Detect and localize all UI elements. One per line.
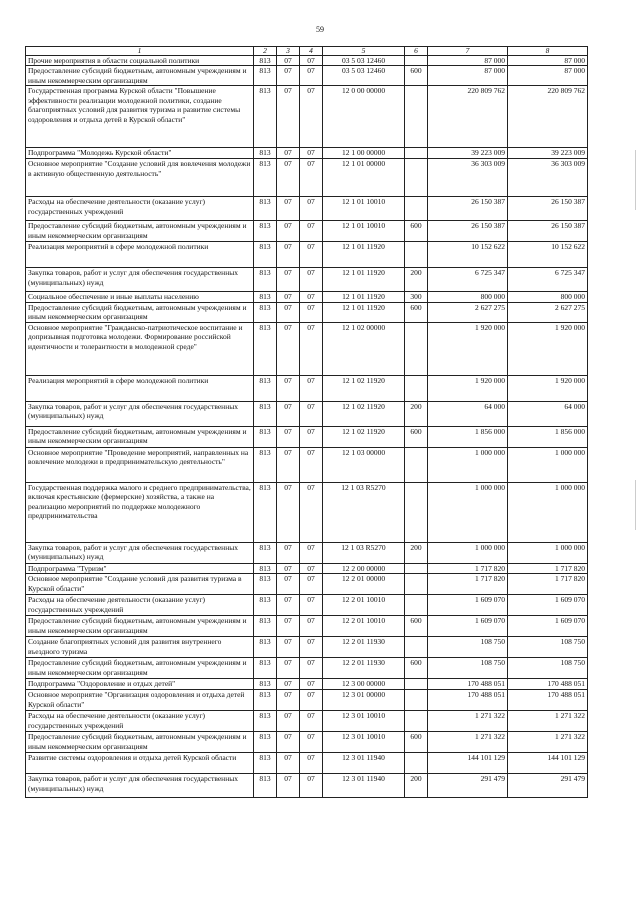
subsection-cell: 07	[300, 595, 323, 616]
subsection-cell: 07	[300, 292, 323, 302]
grbs-cell: 813	[254, 86, 277, 148]
target-article-cell: 12 3 01 11940	[323, 753, 405, 774]
grbs-cell: 813	[254, 66, 277, 86]
amount-year1-cell: 220 809 762	[428, 86, 508, 148]
section-cell: 07	[277, 268, 300, 292]
target-article-cell: 12 3 00 00000	[323, 679, 405, 690]
subsection-cell: 07	[300, 774, 323, 798]
table-row	[26, 148, 588, 159]
section-cell: 07	[277, 401, 300, 426]
row-name-cell: Прочие мероприятия в области социальной политики	[26, 56, 254, 66]
amount-year2-cell: 108 750	[508, 658, 588, 679]
grbs-cell: 813	[254, 426, 277, 447]
grbs-cell: 813	[254, 679, 277, 690]
amount-year2-cell: 1 271 322	[508, 711, 588, 732]
table-row	[26, 637, 588, 658]
table-row	[26, 616, 588, 637]
expense-type-cell	[405, 375, 428, 401]
column-header: 7	[428, 47, 508, 56]
row-name-cell: Предоставление субсидий бюджетным, автономным учреждениям и иным некоммерческим организациям	[26, 302, 254, 322]
table-row	[26, 66, 588, 86]
subsection-cell: 07	[300, 637, 323, 658]
row-name-cell: Предоставление субсидий бюджетным, автономным учреждениям и иным некоммерческим организациям	[26, 66, 254, 86]
target-article-cell: 12 1 02 00000	[323, 322, 405, 375]
expense-type-cell: 600	[405, 221, 428, 242]
expense-type-cell	[405, 159, 428, 197]
grbs-cell: 813	[254, 375, 277, 401]
section-cell: 07	[277, 542, 300, 563]
table-row	[26, 563, 588, 573]
amount-year2-cell: 26 150 387	[508, 221, 588, 242]
table-row	[26, 732, 588, 753]
target-article-cell: 12 2 00 00000	[323, 563, 405, 573]
grbs-cell: 813	[254, 268, 277, 292]
grbs-cell: 813	[254, 322, 277, 375]
amount-year2-cell: 2 627 275	[508, 302, 588, 322]
section-cell: 07	[277, 595, 300, 616]
amount-year1-cell: 26 150 387	[428, 197, 508, 221]
amount-year1-cell: 170 488 051	[428, 690, 508, 711]
expense-type-cell	[405, 753, 428, 774]
subsection-cell: 07	[300, 574, 323, 595]
column-header: 3	[277, 47, 300, 56]
grbs-cell: 813	[254, 56, 277, 66]
section-cell: 07	[277, 148, 300, 159]
grbs-cell: 813	[254, 616, 277, 637]
section-cell: 07	[277, 197, 300, 221]
expense-type-cell	[405, 690, 428, 711]
grbs-cell: 813	[254, 159, 277, 197]
row-name-cell: Предоставление субсидий бюджетным, автономным учреждениям и иным некоммерческим организациям	[26, 616, 254, 637]
row-name-cell: Предоставление субсидий бюджетным, автономным учреждениям и иным некоммерческим организациям	[26, 221, 254, 242]
amount-year2-cell: 1 609 070	[508, 595, 588, 616]
grbs-cell: 813	[254, 242, 277, 268]
section-cell: 07	[277, 679, 300, 690]
amount-year2-cell: 10 152 622	[508, 242, 588, 268]
amount-year1-cell: 36 303 009	[428, 159, 508, 197]
amount-year2-cell: 39 223 009	[508, 148, 588, 159]
target-article-cell: 12 3 01 10010	[323, 732, 405, 753]
amount-year2-cell: 26 150 387	[508, 197, 588, 221]
row-name-cell: Социальное обеспечение и иные выплаты населению	[26, 292, 254, 302]
section-cell: 07	[277, 690, 300, 711]
amount-year1-cell: 108 750	[428, 658, 508, 679]
section-cell: 07	[277, 447, 300, 482]
subsection-cell: 07	[300, 197, 323, 221]
amount-year1-cell: 1 000 000	[428, 542, 508, 563]
row-name-cell: Закупка товаров, работ и услуг для обеспечения государственных (муниципальных) нужд	[26, 774, 254, 798]
grbs-cell: 813	[254, 711, 277, 732]
row-name-cell: Реализация мероприятий в сфере молодежной политики	[26, 375, 254, 401]
column-header: 5	[323, 47, 405, 56]
expense-type-cell: 200	[405, 401, 428, 426]
section-cell: 07	[277, 66, 300, 86]
section-cell: 07	[277, 56, 300, 66]
grbs-cell: 813	[254, 482, 277, 542]
expense-type-cell: 600	[405, 302, 428, 322]
amount-year1-cell: 800 000	[428, 292, 508, 302]
grbs-cell: 813	[254, 447, 277, 482]
row-name-cell: Подпрограмма "Молодежь Курской области"	[26, 148, 254, 159]
amount-year1-cell: 1 271 322	[428, 732, 508, 753]
target-article-cell: 03 5 03 12460	[323, 66, 405, 86]
row-name-cell: Предоставление субсидий бюджетным, автономным учреждениям и иным некоммерческим организациям	[26, 732, 254, 753]
subsection-cell: 07	[300, 375, 323, 401]
amount-year1-cell: 1 717 820	[428, 574, 508, 595]
row-name-cell: Закупка товаров, работ и услуг для обеспечения государственных (муниципальных) нужд	[26, 401, 254, 426]
grbs-cell: 813	[254, 292, 277, 302]
column-header: 8	[508, 47, 588, 56]
table-row	[26, 242, 588, 268]
section-cell: 07	[277, 482, 300, 542]
amount-year2-cell: 1 609 070	[508, 616, 588, 637]
target-article-cell: 12 2 01 00000	[323, 574, 405, 595]
grbs-cell: 813	[254, 753, 277, 774]
expense-type-cell: 600	[405, 66, 428, 86]
page-number: 59	[316, 25, 324, 34]
grbs-cell: 813	[254, 732, 277, 753]
row-name-cell: Подпрограмма "Оздоровление и отдых детей"	[26, 679, 254, 690]
table-row	[26, 753, 588, 774]
scan-edge-mark	[635, 150, 636, 210]
expense-type-cell	[405, 574, 428, 595]
target-article-cell: 12 1 01 11920	[323, 292, 405, 302]
row-name-cell: Создание благоприятных условий для развития внутреннего въездного туризма	[26, 637, 254, 658]
section-cell: 07	[277, 302, 300, 322]
expense-type-cell: 200	[405, 542, 428, 563]
table-row	[26, 375, 588, 401]
expense-type-cell: 600	[405, 426, 428, 447]
table-body	[26, 56, 588, 798]
row-name-cell: Государственная поддержка малого и среднего предпринимательства, включая крестьянские (фермерские) хозяйства, а также на реализацию мероприятий по поддержке молодежного предпринимательства	[26, 482, 254, 542]
amount-year1-cell: 1 856 000	[428, 426, 508, 447]
subsection-cell: 07	[300, 690, 323, 711]
amount-year1-cell: 1 920 000	[428, 322, 508, 375]
table-row	[26, 322, 588, 375]
amount-year2-cell: 1 856 000	[508, 426, 588, 447]
amount-year1-cell: 170 488 051	[428, 679, 508, 690]
row-name-cell: Основное мероприятие "Проведение мероприятий, направленных на вовлечение молодежи в предпринимательскую деятельность"	[26, 447, 254, 482]
target-article-cell: 12 1 00 00000	[323, 148, 405, 159]
table-row	[26, 302, 588, 322]
subsection-cell: 07	[300, 148, 323, 159]
amount-year1-cell: 1 609 070	[428, 616, 508, 637]
amount-year2-cell: 1 717 820	[508, 574, 588, 595]
column-header: 1	[26, 47, 254, 56]
amount-year2-cell: 1 920 000	[508, 375, 588, 401]
target-article-cell: 12 1 01 11920	[323, 242, 405, 268]
amount-year1-cell: 1 717 820	[428, 563, 508, 573]
subsection-cell: 07	[300, 302, 323, 322]
amount-year2-cell: 170 488 051	[508, 679, 588, 690]
subsection-cell: 07	[300, 66, 323, 86]
subsection-cell: 07	[300, 447, 323, 482]
target-article-cell: 12 1 01 11920	[323, 302, 405, 322]
grbs-cell: 813	[254, 148, 277, 159]
row-name-cell: Закупка товаров, работ и услуг для обеспечения государственных (муниципальных) нужд	[26, 542, 254, 563]
amount-year1-cell: 39 223 009	[428, 148, 508, 159]
grbs-cell: 813	[254, 563, 277, 573]
amount-year1-cell: 108 750	[428, 637, 508, 658]
target-article-cell: 12 1 03 00000	[323, 447, 405, 482]
subsection-cell: 07	[300, 56, 323, 66]
amount-year2-cell: 1 000 000	[508, 542, 588, 563]
amount-year2-cell: 87 000	[508, 56, 588, 66]
header-row	[26, 47, 588, 56]
table-row	[26, 658, 588, 679]
amount-year1-cell: 6 725 347	[428, 268, 508, 292]
amount-year2-cell: 108 750	[508, 637, 588, 658]
table-row	[26, 711, 588, 732]
subsection-cell: 07	[300, 679, 323, 690]
target-article-cell: 12 2 01 11930	[323, 658, 405, 679]
row-name-cell: Расходы на обеспечение деятельности (оказание услуг) государственных учреждений	[26, 711, 254, 732]
target-article-cell: 12 1 02 11920	[323, 426, 405, 447]
amount-year2-cell: 291 479	[508, 774, 588, 798]
amount-year2-cell: 800 000	[508, 292, 588, 302]
grbs-cell: 813	[254, 542, 277, 563]
table-row	[26, 56, 588, 66]
table-row	[26, 292, 588, 302]
row-name-cell: Основное мероприятие "Создание условий для развития туризма в Курской области"	[26, 574, 254, 595]
subsection-cell: 07	[300, 711, 323, 732]
expense-type-cell	[405, 197, 428, 221]
amount-year2-cell: 170 488 051	[508, 690, 588, 711]
row-name-cell: Государственная программа Курской области "Повышение эффективности реализации молодежной политики, создание благоприятных условий для развития туризма и развитие системы оздоровления и отдыха детей в Курской области"	[26, 86, 254, 148]
expense-type-cell	[405, 711, 428, 732]
expense-type-cell	[405, 482, 428, 542]
table-row	[26, 542, 588, 563]
section-cell: 07	[277, 242, 300, 268]
row-name-cell: Предоставление субсидий бюджетным, автономным учреждениям и иным некоммерческим организациям	[26, 658, 254, 679]
expense-type-cell	[405, 563, 428, 573]
section-cell: 07	[277, 86, 300, 148]
section-cell: 07	[277, 658, 300, 679]
section-cell: 07	[277, 616, 300, 637]
target-article-cell: 12 0 00 00000	[323, 86, 405, 148]
table-row	[26, 574, 588, 595]
subsection-cell: 07	[300, 268, 323, 292]
subsection-cell: 07	[300, 563, 323, 573]
amount-year2-cell: 64 000	[508, 401, 588, 426]
amount-year2-cell: 1 271 322	[508, 732, 588, 753]
amount-year2-cell: 1 000 000	[508, 447, 588, 482]
amount-year2-cell: 144 101 129	[508, 753, 588, 774]
column-header: 6	[405, 47, 428, 56]
grbs-cell: 813	[254, 401, 277, 426]
subsection-cell: 07	[300, 242, 323, 268]
table-row	[26, 774, 588, 798]
target-article-cell: 12 1 01 11920	[323, 268, 405, 292]
amount-year1-cell: 26 150 387	[428, 221, 508, 242]
amount-year1-cell: 10 152 622	[428, 242, 508, 268]
section-cell: 07	[277, 753, 300, 774]
subsection-cell: 07	[300, 322, 323, 375]
row-name-cell: Основное мероприятие "Создание условий для вовлечения молодежи в активную общественную деятельность"	[26, 159, 254, 197]
amount-year2-cell: 87 000	[508, 66, 588, 86]
subsection-cell: 07	[300, 159, 323, 197]
grbs-cell: 813	[254, 637, 277, 658]
expense-type-cell	[405, 148, 428, 159]
grbs-cell: 813	[254, 574, 277, 595]
target-article-cell: 12 2 01 10010	[323, 595, 405, 616]
section-cell: 07	[277, 375, 300, 401]
section-cell: 07	[277, 637, 300, 658]
expense-type-cell	[405, 679, 428, 690]
expense-type-cell: 600	[405, 658, 428, 679]
expense-type-cell	[405, 595, 428, 616]
target-article-cell: 12 3 01 00000	[323, 690, 405, 711]
grbs-cell: 813	[254, 658, 277, 679]
grbs-cell: 813	[254, 197, 277, 221]
amount-year1-cell: 144 101 129	[428, 753, 508, 774]
amount-year1-cell: 2 627 275	[428, 302, 508, 322]
section-cell: 07	[277, 221, 300, 242]
section-cell: 07	[277, 732, 300, 753]
table-row	[26, 268, 588, 292]
amount-year1-cell: 291 479	[428, 774, 508, 798]
section-cell: 07	[277, 774, 300, 798]
subsection-cell: 07	[300, 542, 323, 563]
amount-year1-cell: 1 000 000	[428, 482, 508, 542]
grbs-cell: 813	[254, 690, 277, 711]
scan-edge-mark	[635, 480, 636, 530]
expense-type-cell	[405, 56, 428, 66]
subsection-cell: 07	[300, 753, 323, 774]
target-article-cell: 03 5 03 12460	[323, 56, 405, 66]
amount-year1-cell: 64 000	[428, 401, 508, 426]
amount-year2-cell: 1 000 000	[508, 482, 588, 542]
column-header: 2	[254, 47, 277, 56]
target-article-cell: 12 1 03 R5270	[323, 542, 405, 563]
target-article-cell: 12 3 01 11940	[323, 774, 405, 798]
expense-type-cell	[405, 447, 428, 482]
expense-type-cell: 600	[405, 732, 428, 753]
row-name-cell: Закупка товаров, работ и услуг для обеспечения государственных (муниципальных) нужд	[26, 268, 254, 292]
column-header: 4	[300, 47, 323, 56]
table-row	[26, 679, 588, 690]
subsection-cell: 07	[300, 482, 323, 542]
target-article-cell: 12 2 01 10010	[323, 616, 405, 637]
table-row	[26, 595, 588, 616]
table-row	[26, 426, 588, 447]
amount-year2-cell: 6 725 347	[508, 268, 588, 292]
expense-type-cell: 200	[405, 268, 428, 292]
target-article-cell: 12 1 01 00000	[323, 159, 405, 197]
target-article-cell: 12 1 01 10010	[323, 221, 405, 242]
amount-year2-cell: 36 303 009	[508, 159, 588, 197]
table-row	[26, 690, 588, 711]
row-name-cell: Основное мероприятие "Организация оздоровления и отдыха детей Курской области"	[26, 690, 254, 711]
section-cell: 07	[277, 574, 300, 595]
section-cell: 07	[277, 292, 300, 302]
expense-type-cell	[405, 637, 428, 658]
section-cell: 07	[277, 159, 300, 197]
amount-year2-cell: 1 717 820	[508, 563, 588, 573]
expense-type-cell	[405, 322, 428, 375]
section-cell: 07	[277, 322, 300, 375]
table-row	[26, 482, 588, 542]
expense-type-cell	[405, 86, 428, 148]
amount-year1-cell: 1 920 000	[428, 375, 508, 401]
target-article-cell: 12 3 01 10010	[323, 711, 405, 732]
row-name-cell: Реализация мероприятий в сфере молодежной политики	[26, 242, 254, 268]
subsection-cell: 07	[300, 426, 323, 447]
row-name-cell: Расходы на обеспечение деятельности (оказание услуг) государственных учреждений	[26, 595, 254, 616]
row-name-cell: Подпрограмма "Туризм"	[26, 563, 254, 573]
table-row	[26, 221, 588, 242]
target-article-cell: 12 1 02 11920	[323, 401, 405, 426]
subsection-cell: 07	[300, 401, 323, 426]
subsection-cell: 07	[300, 658, 323, 679]
row-name-cell: Предоставление субсидий бюджетным, автономным учреждениям и иным некоммерческим организациям	[26, 426, 254, 447]
expense-type-cell: 200	[405, 774, 428, 798]
subsection-cell: 07	[300, 86, 323, 148]
subsection-cell: 07	[300, 616, 323, 637]
subsection-cell: 07	[300, 221, 323, 242]
grbs-cell: 813	[254, 221, 277, 242]
amount-year1-cell: 1 271 322	[428, 711, 508, 732]
row-name-cell: Развитие системы оздоровления и отдыха детей Курской области	[26, 753, 254, 774]
amount-year2-cell: 220 809 762	[508, 86, 588, 148]
target-article-cell: 12 1 02 11920	[323, 375, 405, 401]
subsection-cell: 07	[300, 732, 323, 753]
expense-type-cell: 300	[405, 292, 428, 302]
target-article-cell: 12 1 03 R5270	[323, 482, 405, 542]
amount-year1-cell: 1 609 070	[428, 595, 508, 616]
section-cell: 07	[277, 563, 300, 573]
row-name-cell: Расходы на обеспечение деятельности (оказание услуг) государственных учреждений	[26, 197, 254, 221]
amount-year1-cell: 1 000 000	[428, 447, 508, 482]
table-row	[26, 447, 588, 482]
row-name-cell: Основное мероприятие "Гражданско-патриотическое воспитание и допризывная подготовка молодежи. Формирование российской идентичности и толерантности в молодежной среде"	[26, 322, 254, 375]
section-cell: 07	[277, 711, 300, 732]
expense-type-cell: 600	[405, 616, 428, 637]
budget-table	[25, 46, 588, 798]
table-row	[26, 86, 588, 148]
target-article-cell: 12 1 01 10010	[323, 197, 405, 221]
grbs-cell: 813	[254, 774, 277, 798]
grbs-cell: 813	[254, 595, 277, 616]
grbs-cell: 813	[254, 302, 277, 322]
amount-year1-cell: 87 000	[428, 56, 508, 66]
table-row	[26, 197, 588, 221]
table-row	[26, 401, 588, 426]
expense-type-cell	[405, 242, 428, 268]
target-article-cell: 12 2 01 11930	[323, 637, 405, 658]
amount-year1-cell: 87 000	[428, 66, 508, 86]
table-row	[26, 159, 588, 197]
amount-year2-cell: 1 920 000	[508, 322, 588, 375]
section-cell: 07	[277, 426, 300, 447]
